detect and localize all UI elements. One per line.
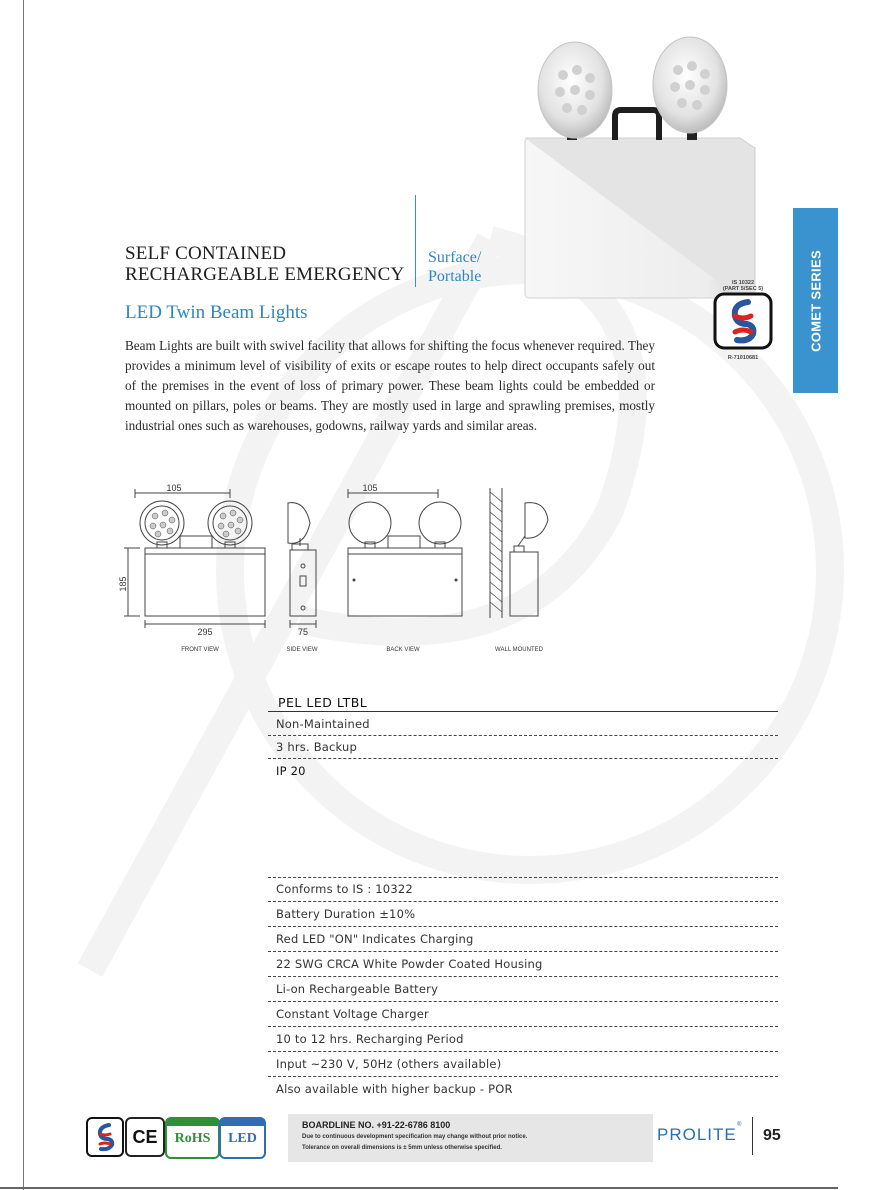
ce-badge: CE	[125, 1117, 165, 1157]
footer-isi-badge	[86, 1117, 124, 1157]
dim-height: 185	[118, 576, 128, 592]
brand-logo: PROLITE	[657, 1125, 737, 1144]
row-divider	[268, 951, 778, 952]
mounting-line-2: Portable	[428, 268, 482, 285]
dim-front-width-bottom: 295	[197, 627, 213, 637]
series-tab-label: COMET SERIES	[808, 249, 823, 352]
dim-back-width-top: 105	[362, 483, 378, 493]
isi-certification-mark	[708, 280, 778, 361]
model-row-backup: 3 hrs. Backup	[276, 740, 358, 754]
rohs-badge-label: RoHS	[174, 1131, 211, 1146]
model-row-ip-rating: IP 20	[276, 764, 306, 778]
model-row-operation: Non-Maintained	[276, 717, 370, 731]
feature-row: Conforms to IS : 10322	[276, 882, 413, 896]
led-badge-band	[221, 1119, 264, 1126]
mounting-line-1: Surface/	[428, 249, 482, 266]
isi-part-text: (PART 5/SEC 5)	[722, 286, 764, 292]
mounting-type	[428, 248, 481, 286]
drawing-dimension-labels	[118, 483, 544, 653]
row-divider	[268, 1026, 778, 1027]
side-view	[288, 503, 316, 628]
back-view	[348, 489, 462, 616]
rohs-badge	[165, 1117, 220, 1159]
feature-row: 22 SWG CRCA White Powder Coated Housing	[276, 957, 543, 971]
isi-logo-icon	[88, 1119, 122, 1155]
product-photo	[515, 30, 760, 305]
led-badge	[219, 1117, 266, 1159]
feature-row: Input ~230 V, 50Hz (others available)	[276, 1057, 502, 1071]
row-divider	[268, 1001, 778, 1002]
led-badge-label: LED	[228, 1131, 257, 1146]
feature-row: Red LED "ON" Indicates Charging	[276, 932, 474, 946]
row-divider	[268, 1051, 778, 1052]
feature-row: Constant Voltage Charger	[276, 1007, 429, 1021]
isi-logo-icon	[713, 292, 773, 350]
row-divider	[268, 901, 778, 902]
label-back-view: BACK VIEW	[386, 647, 420, 653]
boardline-number: BOARDLINE NO. +91-22-6786 8100	[302, 1120, 451, 1130]
title-line-1: SELF CONTAINED	[125, 243, 287, 264]
product-description: Beam Lights are built with swivel facility that allows for shifting the focus whenever required. They provides a minimum level of visibility of exits or escape routes to help direct occupants safely out of the premises in the event of loss of primary power. These beam lights could be embedded or mounted on pillars, poles or beams. They are mostly used in large and sprawling premises, mostly industrial ones such as warehouses, godowns, railway yards and similar areas.	[125, 338, 655, 433]
registered-mark-icon: ®	[737, 1122, 742, 1128]
footer-note-specs: Due to continuous development specification may change without prior notice.	[302, 1134, 528, 1140]
isi-standard-text: IS 10322	[731, 280, 755, 286]
model-code: PEL LED LTBL	[278, 695, 368, 710]
front-view	[124, 489, 265, 628]
wall-mounted-view	[490, 488, 548, 618]
product-subtitle: LED Twin Beam Lights	[125, 302, 308, 323]
technical-drawing	[120, 478, 560, 658]
row-divider	[268, 1076, 778, 1077]
feature-row: Battery Duration ±10%	[276, 907, 416, 921]
row-divider	[268, 976, 778, 977]
feature-row: Li-on Rechargeable Battery	[276, 982, 439, 996]
dim-front-width-top: 105	[166, 483, 182, 493]
feature-row: Also available with higher backup - POR	[276, 1082, 513, 1096]
row-divider	[268, 877, 778, 878]
model-rule	[268, 711, 778, 712]
page-number: 95	[763, 1127, 781, 1144]
row-divider	[268, 926, 778, 927]
isi-licence-text: R-71010681	[727, 355, 759, 361]
title-divider	[415, 195, 416, 287]
series-side-tab	[793, 208, 838, 393]
brand-divider	[752, 1117, 753, 1155]
label-wall-mounted: WALL MOUNTED	[495, 647, 543, 653]
product-title	[125, 243, 404, 285]
bottom-page-rule	[0, 1187, 838, 1189]
dim-side-depth: 75	[297, 627, 309, 637]
label-front-view: FRONT VIEW	[181, 647, 219, 653]
row-divider	[268, 758, 778, 759]
label-side-view: SIDE VIEW	[286, 647, 318, 653]
feature-row: 10 to 12 hrs. Recharging Period	[276, 1032, 464, 1046]
rohs-badge-band	[167, 1119, 218, 1126]
row-divider	[268, 735, 778, 736]
footer-note-tolerance: Tolerance on overall dimensions is ± 5mm unless otherwise specified.	[302, 1145, 502, 1151]
title-line-2: RECHARGEABLE EMERGENCY	[125, 264, 405, 285]
